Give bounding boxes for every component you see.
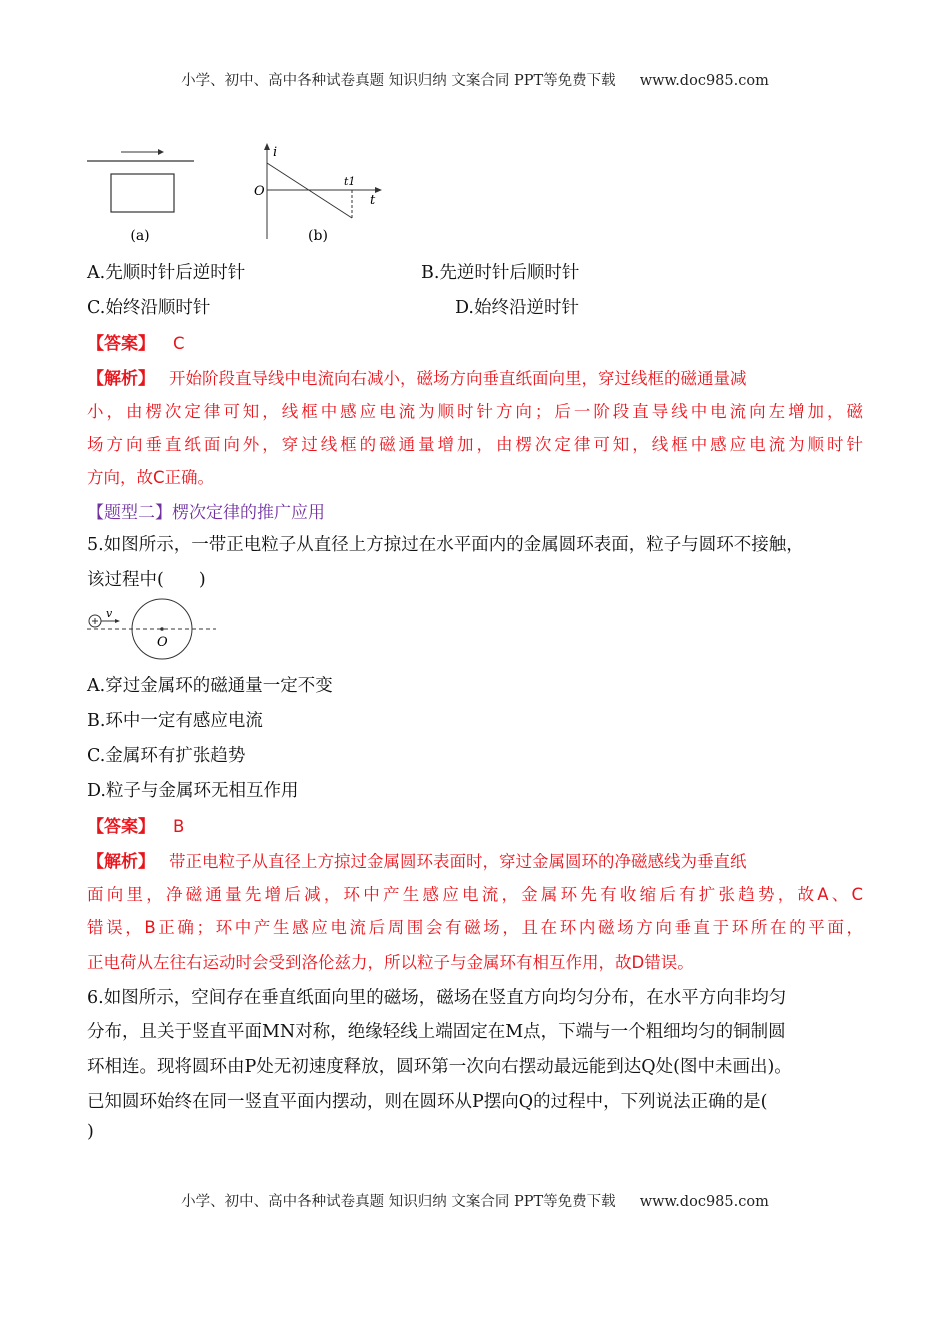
q5-figure-particle-ring [84,596,219,664]
footer-site: www.doc985.com [639,1194,769,1210]
q5-analysis-line-1 [87,847,747,872]
header-site: www.doc985.com [639,73,769,89]
t1-label: t1 [344,175,356,188]
q6-stem-line-5: ) [87,1122,94,1142]
footer-text: 小学、初中、高中各种试卷真题 知识归纳 文案合同 PPT等免费下载 [181,1194,616,1210]
q5-answer [87,812,184,837]
analysis-tag: 【解析】 [87,852,155,872]
q4-analysis-line-1 [87,364,747,389]
q4-option-d: D.始终沿逆时针 [455,298,579,318]
q5-stem-line-2: 该过程中( ) [87,570,206,590]
page-header [0,69,950,90]
page-footer [0,1190,950,1211]
section-title: 【题型二】楞次定律的推广应用 [87,503,325,523]
q4-option-a: A.先顺时针后逆时针 [87,263,246,283]
velocity-label: v [106,607,113,620]
figure-a-label: (a) [130,228,150,244]
q4-answer [87,329,185,354]
q5-analysis-line-3: 错误，B正确；环中产生感应电流后周围会有磁场，且在环内磁场方向垂直于环所在的平面， [87,918,863,937]
analysis-tag: 【解析】 [87,369,155,389]
q4-analysis-line-4: 方向，故C正确。 [87,468,215,487]
q5-option-a: A.穿过金属环的磁通量一定不变 [87,676,333,696]
answer-value: C [173,334,185,353]
analysis-text: 带正电粒子从直径上方掠过金属圆环表面时，穿过金属圆环的净磁感线为垂直纸 [169,852,747,871]
answer-tag: 【答案】 [87,334,155,354]
header-text: 小学、初中、高中各种试卷真题 知识归纳 文案合同 PPT等免费下载 [181,73,616,89]
center-label: O [157,635,168,650]
q4-option-c: C.始终沿顺时针 [87,298,211,318]
q5-option-d: D.粒子与金属环无相互作用 [87,781,299,801]
q4-option-b: B.先逆时针后顺时针 [421,263,580,283]
axis-i-label: i [273,145,278,160]
q6-stem-line-1: 6.如图所示，空间存在垂直纸面向里的磁场，磁场在竖直方向均匀分布，在水平方向非均匀 [87,988,787,1008]
figure-b-current-graph [250,142,385,247]
axis-t-label: t [370,193,376,208]
answer-tag: 【答案】 [87,817,155,837]
q5-analysis-line-2: 面向里，净磁通量先增后减，环中产生感应电流，金属环先有收缩后有扩张趋势，故A、C [87,885,863,904]
q5-option-c: C.金属环有扩张趋势 [87,746,246,766]
q4-analysis-line-3: 场方向垂直纸面向外，穿过线框的磁通量增加，由楞次定律可知，线框中感应电流为顺时针 [87,435,863,454]
q6-stem-line-3: 环相连。现将圆环由P处无初速度释放，圆环第一次向右摆动最远能到达Q处(图中未画出)。 [87,1057,792,1077]
q4-analysis-line-2: 小，由楞次定律可知，线框中感应电流为顺时针方向；后一阶段直导线中电流向左增加，磁 [87,402,863,421]
origin-label: O [254,184,265,199]
figure-b-label: (b) [308,228,328,244]
figure-a-wire-loop [84,142,199,247]
analysis-text: 开始阶段直导线中电流向右减小，磁场方向垂直纸面向里，穿过线框的磁通量减 [169,369,747,388]
q5-stem-line-1: 5.如图所示，一带正电粒子从直径上方掠过在水平面内的金属圆环表面，粒子与圆环不接触， [87,535,804,555]
q6-stem-line-2: 分布，且关于竖直平面MN对称，绝缘轻线上端固定在M点，下端与一个粗细均匀的铜制圆 [87,1022,786,1042]
q5-option-b: B.环中一定有感应电流 [87,711,263,731]
q6-stem-line-4: 已知圆环始终在同一竖直平面内摆动，则在圆环从P摆向Q的过程中，下列说法正确的是( [87,1092,768,1112]
q5-analysis-line-4: 正电荷从左往右运动时会受到洛伦兹力，所以粒子与金属环有相互作用，故D错误。 [87,953,694,972]
answer-value: B [173,817,185,836]
